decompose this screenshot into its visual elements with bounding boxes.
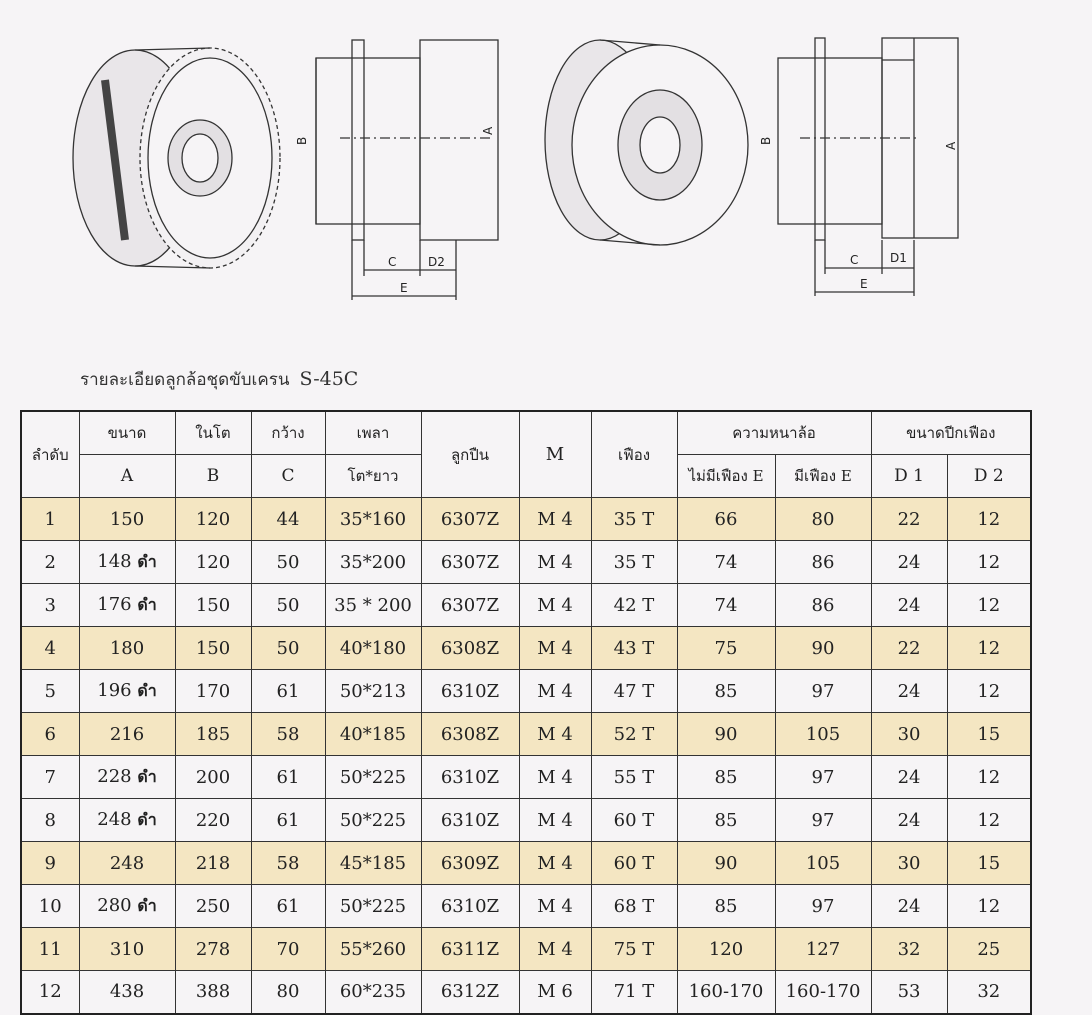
cell-d2: 12 [947, 670, 1031, 713]
cell-gear: 60 T [591, 799, 677, 842]
cell-m: M 4 [519, 713, 591, 756]
cell-bearing: 6310Z [421, 756, 519, 799]
cell-no: 8 [21, 799, 79, 842]
cell-bearing: 6307Z [421, 498, 519, 541]
subheader-shaft: โต*ยาว [325, 455, 421, 498]
geared-wheel-illustration [73, 48, 280, 268]
cell-a [79, 584, 175, 627]
table-row [21, 971, 1031, 1014]
label-c-left: C [388, 255, 397, 269]
cell-no: 6 [21, 713, 79, 756]
cell-b: 185 [175, 713, 251, 756]
cell-shaft: 50*225 [325, 885, 421, 928]
label-a-right: A [944, 141, 958, 150]
cell-d1: 22 [871, 627, 947, 670]
cell-no-gear-e: 66 [677, 498, 775, 541]
cell-b: 218 [175, 842, 251, 885]
size-value: 248 [109, 852, 145, 874]
cell-no-gear-e: 120 [677, 928, 775, 971]
subheader-gear-e: มีเฟือง E [775, 455, 871, 498]
cell-no: 2 [21, 541, 79, 584]
cell-a [79, 799, 175, 842]
cell-no: 4 [21, 627, 79, 670]
label-b-right: B [759, 136, 773, 145]
cell-gear-e: 160-170 [775, 971, 871, 1014]
cell-bearing: 6307Z [421, 541, 519, 584]
cell-bearing: 6310Z [421, 670, 519, 713]
cell-a [79, 670, 175, 713]
cell-gear-e: 97 [775, 670, 871, 713]
plain-wheel-illustration [545, 40, 748, 245]
cell-m: M 4 [519, 799, 591, 842]
cell-a [79, 498, 175, 541]
cell-gear-e: 86 [775, 584, 871, 627]
cell-gear-e: 97 [775, 885, 871, 928]
header-m: M [519, 411, 591, 498]
cell-no: 1 [21, 498, 79, 541]
header-bearing: ลูกปืน [421, 411, 519, 498]
cell-c: 61 [251, 799, 325, 842]
cell-a [79, 928, 175, 971]
cell-a [79, 971, 175, 1014]
cell-a [79, 713, 175, 756]
cell-gear: 47 T [591, 670, 677, 713]
cell-bearing: 6308Z [421, 713, 519, 756]
cell-d2: 12 [947, 756, 1031, 799]
cell-no: 5 [21, 670, 79, 713]
header-size: ขนาด [79, 411, 175, 455]
cell-c: 58 [251, 842, 325, 885]
cell-gear: 52 T [591, 713, 677, 756]
cell-d1: 30 [871, 842, 947, 885]
cell-d1: 24 [871, 541, 947, 584]
caption-text: รายละเอียดลูกล้อชุดขับเครน [80, 370, 290, 390]
header-flange: ขนาดปีกเฟือง [871, 411, 1031, 455]
cell-no: 7 [21, 756, 79, 799]
table-row [21, 627, 1031, 670]
cell-no-gear-e: 74 [677, 541, 775, 584]
cell-gear: 55 T [591, 756, 677, 799]
cell-b: 250 [175, 885, 251, 928]
cell-gear: 71 T [591, 971, 677, 1014]
table-row [21, 541, 1031, 584]
cell-gear-e: 97 [775, 756, 871, 799]
label-e-right: E [860, 277, 868, 291]
cell-shaft: 55*260 [325, 928, 421, 971]
cell-bearing: 6310Z [421, 799, 519, 842]
header-inner: ในโต [175, 411, 251, 455]
cell-d2: 15 [947, 713, 1031, 756]
wheel-spec-table [20, 410, 1032, 1015]
cell-gear-e: 80 [775, 498, 871, 541]
cell-d2: 12 [947, 627, 1031, 670]
cell-a [79, 756, 175, 799]
cell-d1: 24 [871, 756, 947, 799]
cell-shaft: 40*185 [325, 713, 421, 756]
label-e-left: E [400, 281, 408, 295]
cell-no-gear-e: 85 [677, 799, 775, 842]
cell-m: M 4 [519, 670, 591, 713]
cell-m: M 4 [519, 627, 591, 670]
cell-m: M 4 [519, 885, 591, 928]
cell-b: 200 [175, 756, 251, 799]
size-value: 438 [109, 981, 145, 1003]
size-value: 176 [97, 593, 132, 615]
cell-b: 170 [175, 670, 251, 713]
size-value: 150 [109, 508, 145, 530]
header-gear: เฟือง [591, 411, 677, 498]
cell-c: 61 [251, 885, 325, 928]
cell-c: 70 [251, 928, 325, 971]
cell-gear: 43 T [591, 627, 677, 670]
subheader-b: B [175, 455, 251, 498]
cell-shaft: 50*213 [325, 670, 421, 713]
label-d2-left: D2 [428, 255, 445, 269]
cell-shaft: 35*200 [325, 541, 421, 584]
cell-gear-e: 97 [775, 799, 871, 842]
cell-no: 9 [21, 842, 79, 885]
header-no: ลำดับ [21, 411, 79, 498]
label-b-left: B [295, 136, 309, 145]
cell-m: M 6 [519, 971, 591, 1014]
cell-d2: 12 [947, 885, 1031, 928]
cell-a [79, 885, 175, 928]
cell-gear-e: 90 [775, 627, 871, 670]
cell-no-gear-e: 85 [677, 670, 775, 713]
cell-c: 44 [251, 498, 325, 541]
table-row [21, 584, 1031, 627]
cell-gear-e: 105 [775, 713, 871, 756]
cell-m: M 4 [519, 928, 591, 971]
cell-d1: 53 [871, 971, 947, 1014]
cell-d2: 25 [947, 928, 1031, 971]
table-row [21, 713, 1031, 756]
cell-gear: 42 T [591, 584, 677, 627]
size-value: 280 [97, 894, 132, 916]
cell-no-gear-e: 74 [677, 584, 775, 627]
header-shaft: เพลา [325, 411, 421, 455]
plain-wheel-section [778, 38, 958, 296]
cell-gear: 35 T [591, 541, 677, 584]
size-value: 196 [97, 679, 132, 701]
cell-c: 61 [251, 670, 325, 713]
cell-no-gear-e: 90 [677, 842, 775, 885]
cell-shaft: 60*235 [325, 971, 421, 1014]
cell-shaft: 40*180 [325, 627, 421, 670]
cell-no: 3 [21, 584, 79, 627]
subheader-c: C [251, 455, 325, 498]
table-row [21, 799, 1031, 842]
header-width: กว้าง [251, 411, 325, 455]
cell-gear: 60 T [591, 842, 677, 885]
table-row [21, 885, 1031, 928]
cell-a [79, 842, 175, 885]
cell-bearing: 6311Z [421, 928, 519, 971]
cell-gear-e: 127 [775, 928, 871, 971]
cell-c: 58 [251, 713, 325, 756]
header-thickness: ความหนาล้อ [677, 411, 871, 455]
table-row [21, 928, 1031, 971]
cell-d2: 15 [947, 842, 1031, 885]
cell-d1: 24 [871, 670, 947, 713]
geared-wheel-section [316, 40, 498, 300]
table-row [21, 498, 1031, 541]
size-value: 310 [109, 938, 145, 960]
subheader-no-gear-e: ไม่มีเฟือง E [677, 455, 775, 498]
table-row [21, 842, 1031, 885]
cell-gear: 35 T [591, 498, 677, 541]
cell-d1: 30 [871, 713, 947, 756]
wheel-drawings [0, 0, 1092, 340]
cell-bearing: 6312Z [421, 971, 519, 1014]
cell-bearing: 6307Z [421, 584, 519, 627]
cell-no-gear-e: 85 [677, 756, 775, 799]
cell-m: M 4 [519, 498, 591, 541]
color-mark: ดำ [137, 766, 157, 786]
cell-c: 50 [251, 627, 325, 670]
size-value: 248 [97, 808, 132, 830]
cell-shaft: 50*225 [325, 756, 421, 799]
subheader-a: A [79, 455, 175, 498]
cell-d1: 22 [871, 498, 947, 541]
cell-b: 150 [175, 627, 251, 670]
cell-no: 11 [21, 928, 79, 971]
cell-gear: 75 T [591, 928, 677, 971]
table-body [21, 498, 1031, 1014]
cell-no-gear-e: 85 [677, 885, 775, 928]
cell-c: 80 [251, 971, 325, 1014]
color-mark: ดำ [137, 594, 157, 614]
cell-no-gear-e: 75 [677, 627, 775, 670]
cell-d2: 12 [947, 799, 1031, 842]
cell-b: 388 [175, 971, 251, 1014]
cell-shaft: 35 * 200 [325, 584, 421, 627]
cell-d2: 12 [947, 584, 1031, 627]
subheader-d1: D 1 [871, 455, 947, 498]
cell-shaft: 50*225 [325, 799, 421, 842]
cell-d2: 32 [947, 971, 1031, 1014]
size-value: 148 [97, 550, 132, 572]
cell-a [79, 541, 175, 584]
cell-a [79, 627, 175, 670]
table-caption [80, 366, 358, 393]
color-mark: ดำ [137, 809, 157, 829]
size-value: 228 [97, 765, 132, 787]
cell-gear: 68 T [591, 885, 677, 928]
color-mark: ดำ [137, 895, 157, 915]
cell-d2: 12 [947, 541, 1031, 584]
cell-no: 12 [21, 971, 79, 1014]
table-row [21, 670, 1031, 713]
cell-bearing: 6309Z [421, 842, 519, 885]
cell-bearing: 6308Z [421, 627, 519, 670]
label-a-left: A [481, 126, 495, 135]
label-d1-right: D1 [890, 251, 907, 265]
size-value: 180 [109, 637, 145, 659]
cell-c: 50 [251, 584, 325, 627]
cell-b: 150 [175, 584, 251, 627]
cell-d1: 24 [871, 885, 947, 928]
cell-bearing: 6310Z [421, 885, 519, 928]
cell-d1: 24 [871, 799, 947, 842]
cell-b: 120 [175, 541, 251, 584]
color-mark: ดำ [137, 551, 157, 571]
cell-no-gear-e: 160-170 [677, 971, 775, 1014]
cell-d1: 32 [871, 928, 947, 971]
cell-m: M 4 [519, 842, 591, 885]
cell-shaft: 45*185 [325, 842, 421, 885]
cell-shaft: 35*160 [325, 498, 421, 541]
cell-m: M 4 [519, 541, 591, 584]
cell-m: M 4 [519, 584, 591, 627]
cell-b: 278 [175, 928, 251, 971]
caption-model: S-45C [299, 368, 359, 390]
cell-gear-e: 86 [775, 541, 871, 584]
subheader-d2: D 2 [947, 455, 1031, 498]
cell-d1: 24 [871, 584, 947, 627]
cell-no-gear-e: 90 [677, 713, 775, 756]
cell-gear-e: 105 [775, 842, 871, 885]
cell-c: 61 [251, 756, 325, 799]
cell-m: M 4 [519, 756, 591, 799]
cell-no: 10 [21, 885, 79, 928]
cell-b: 120 [175, 498, 251, 541]
table-row [21, 756, 1031, 799]
cell-d2: 12 [947, 498, 1031, 541]
color-mark: ดำ [137, 680, 157, 700]
cell-b: 220 [175, 799, 251, 842]
size-value: 216 [109, 723, 145, 745]
label-c-right: C [850, 253, 859, 267]
cell-c: 50 [251, 541, 325, 584]
